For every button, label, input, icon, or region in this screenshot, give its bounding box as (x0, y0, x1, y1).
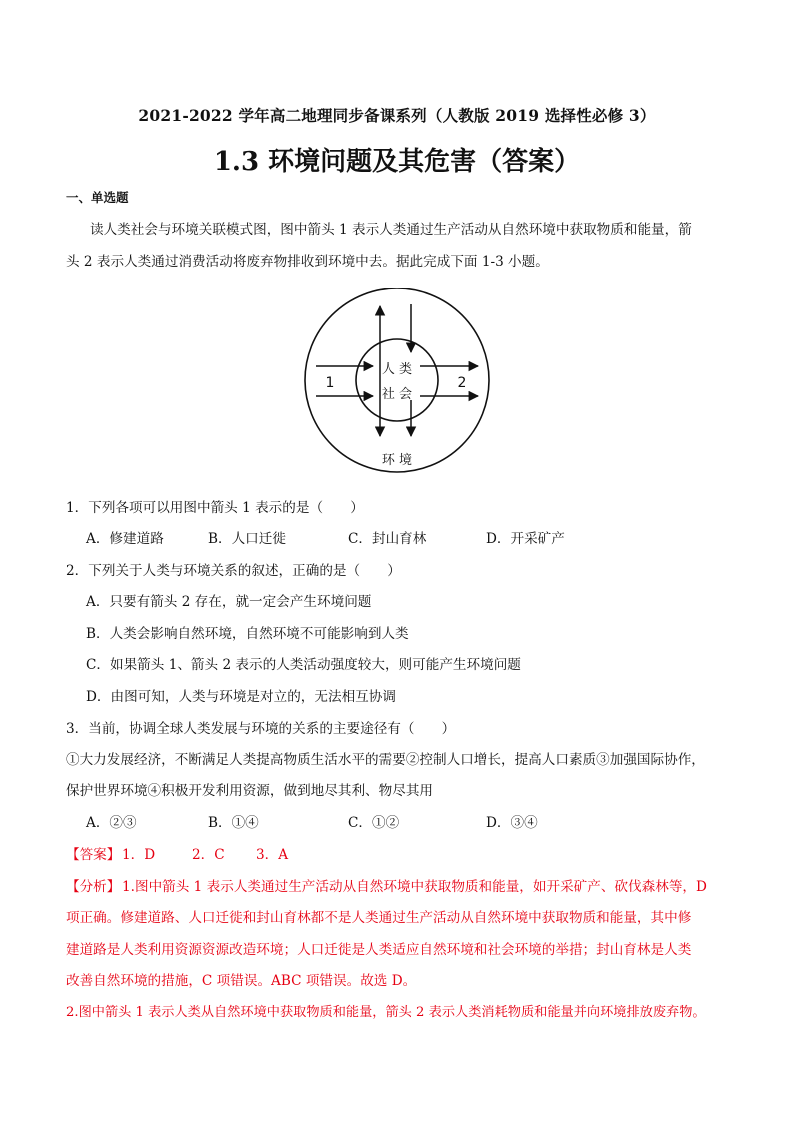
q3-option-a: A．②③ (86, 815, 137, 831)
q3-option-d: D．③④ (486, 815, 538, 831)
society-circle (356, 339, 438, 421)
intro-line-2: 头 2 表示人类通过消费活动将废弃物排收到环境中去。据此完成下面 1-3 小题。 (66, 254, 549, 270)
answer-3: 3．A (256, 847, 289, 863)
human-environment-diagram (298, 288, 496, 474)
answer-2: 2．C (192, 847, 225, 863)
answer-line (66, 843, 466, 863)
q3-option-b: B．①④ (208, 815, 259, 831)
environment-label: 环 境 (381, 453, 413, 468)
analysis-line-2: 项正确。修建道路、人口迁徙和封山育林都不是人类通过生产活动从自然环境中获取物质和能量，其中修 (66, 910, 692, 926)
q1-option-c: C．封山育林 (348, 531, 427, 547)
analysis-line-4: 改善自然环境的措施，C 项错误。ABC 项错误。故选 D。 (66, 973, 417, 989)
question-2-stem: 2．下列关于人类与环境关系的叙述，正确的是（ ） (66, 563, 401, 579)
intro-line-1: 读人类社会与环境关联模式图，图中箭头 1 表示人类通过生产活动从自然环境中获取物质和能量，箭 (90, 222, 692, 238)
society-label-2: 社 会 (381, 387, 413, 402)
analysis-line-1 (66, 875, 746, 895)
q1-option-a: A．修建道路 (86, 531, 164, 547)
question-3-body-2: 保护世界环境④积极开发利用资源，做到地尽其利、物尽其用 (66, 783, 434, 799)
arrow-1-label: 1 (325, 375, 335, 391)
analysis-line-5: 2.图中箭头 1 表示人类从自然环境中获取物质和能量，箭头 2 表示人类消耗物质和能量并向环境排放废弃物。 (66, 1005, 706, 1020)
q1-option-d: D．开采矿产 (486, 531, 565, 547)
arrow-2-label: 2 (457, 375, 467, 391)
q1-option-b: B．人口迁徙 (208, 531, 286, 547)
question-3-stem: 3．当前，协调全球人类发展与环境的关系的主要途径有（ ） (66, 721, 456, 737)
answer-1: 1．D (122, 847, 156, 863)
page-title: 1.3 环境问题及其危害（答案） (213, 147, 581, 177)
answer-label: 【答案】 (66, 847, 121, 863)
question-3-body-1: ①大力发展经济，不断满足人类提高物质生活水平的需要②控制人口增长，提高人口素质③加强国际协作， (66, 752, 705, 768)
question-1-options (86, 527, 706, 547)
q2-option-d: D．由图可知，人类与环境是对立的，无法相互协调 (86, 689, 396, 705)
series-heading: 2021-2022 学年高二地理同步备课系列（人教版 2019 选择性必修 3） (138, 106, 656, 125)
question-3-options (86, 811, 706, 831)
q3-option-c: C．①② (348, 815, 400, 831)
analysis-text-1: 1.图中箭头 1 表示人类通过生产活动从自然环境中获取物质和能量，如开采矿产、砍伐森林等，D (122, 879, 707, 895)
q2-option-c: C．如果箭头 1、箭头 2 表示的人类活动强度较大，则可能产生环境问题 (86, 657, 521, 673)
question-1-stem: 1．下列各项可以用图中箭头 1 表示的是（ ） (66, 500, 364, 516)
society-label-1: 人 类 (381, 362, 413, 377)
analysis-label: 【分析】 (66, 879, 121, 895)
analysis-line-3: 建道路是人类利用资源资源改造环境；人口迁徙是人类适应自然环境和社会环境的举措；封山育林是人类 (66, 942, 692, 958)
q2-option-a: A．只要有箭头 2 存在，就一定会产生环境问题 (86, 594, 372, 610)
q2-option-b: B．人类会影响自然环境，自然环境不可能影响到人类 (86, 626, 409, 642)
section-heading: 一、单选题 (66, 190, 129, 205)
